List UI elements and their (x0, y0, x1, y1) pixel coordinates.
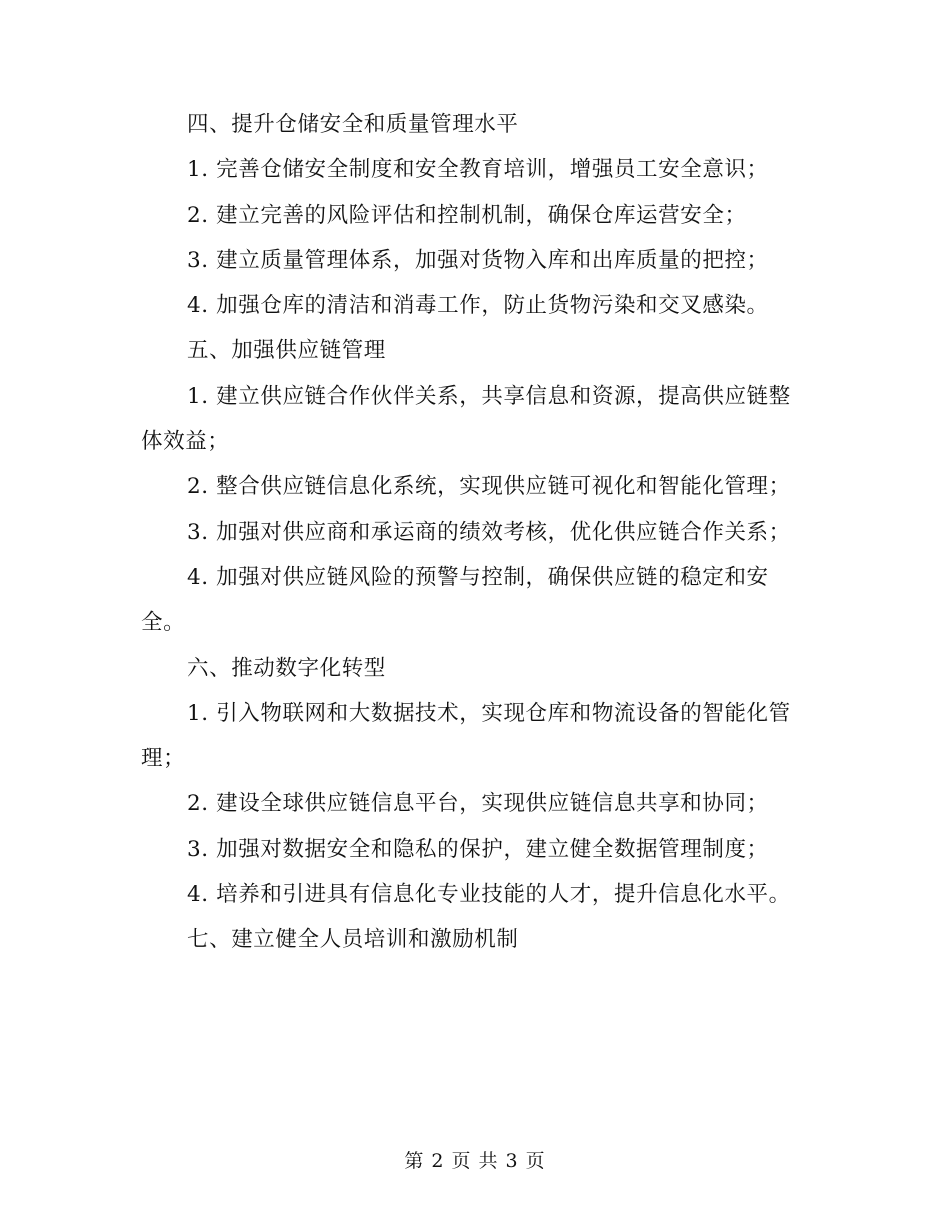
page-footer (0, 1146, 950, 1173)
section-heading-7: 七、建立健全人员培训和激励机制 (187, 927, 519, 953)
list-item: 2. 建设全球供应链信息平台，实现供应链信息共享和协同； (187, 791, 769, 817)
document-body (141, 102, 811, 963)
list-item: 1. 引入物联网和大数据技术，实现仓库和物流设备的智能化管理； (141, 700, 791, 772)
list-item: 3. 建立质量管理体系，加强对货物入库和出库质量的把控； (187, 247, 769, 273)
list-item: 2. 建立完善的风险评估和控制机制，确保仓库运营安全； (187, 202, 747, 228)
list-item: 3. 加强对数据安全和隐私的保护，建立健全数据管理制度； (187, 836, 769, 862)
list-item: 4. 加强对供应链风险的预警与控制，确保供应链的稳定和安全。 (141, 564, 769, 636)
section-heading-4: 四、提升仓储安全和质量管理水平 (187, 112, 519, 137)
section-heading-5: 五、加强供应链管理 (187, 338, 386, 364)
list-item: 3. 加强对供应商和承运商的绩效考核，优化供应链合作关系； (187, 519, 791, 545)
list-item: 2. 整合供应链信息化系统，实现供应链可视化和智能化管理； (187, 474, 791, 500)
page-number-label: 第 2 页 共 3 页 (404, 1150, 546, 1172)
section-heading-6: 六、推动数字化转型 (187, 655, 386, 681)
list-item: 1. 完善仓储安全制度和安全教育培训，增强员工安全意识； (187, 157, 769, 183)
list-item: 4. 加强仓库的清洁和消毒工作，防止货物污染和交叉感染。 (187, 293, 769, 319)
list-item: 4. 培养和引进具有信息化专业技能的人才，提升信息化水平。 (187, 882, 791, 908)
list-item: 1. 建立供应链合作伙伴关系，共享信息和资源，提高供应链整体效益； (141, 383, 791, 455)
